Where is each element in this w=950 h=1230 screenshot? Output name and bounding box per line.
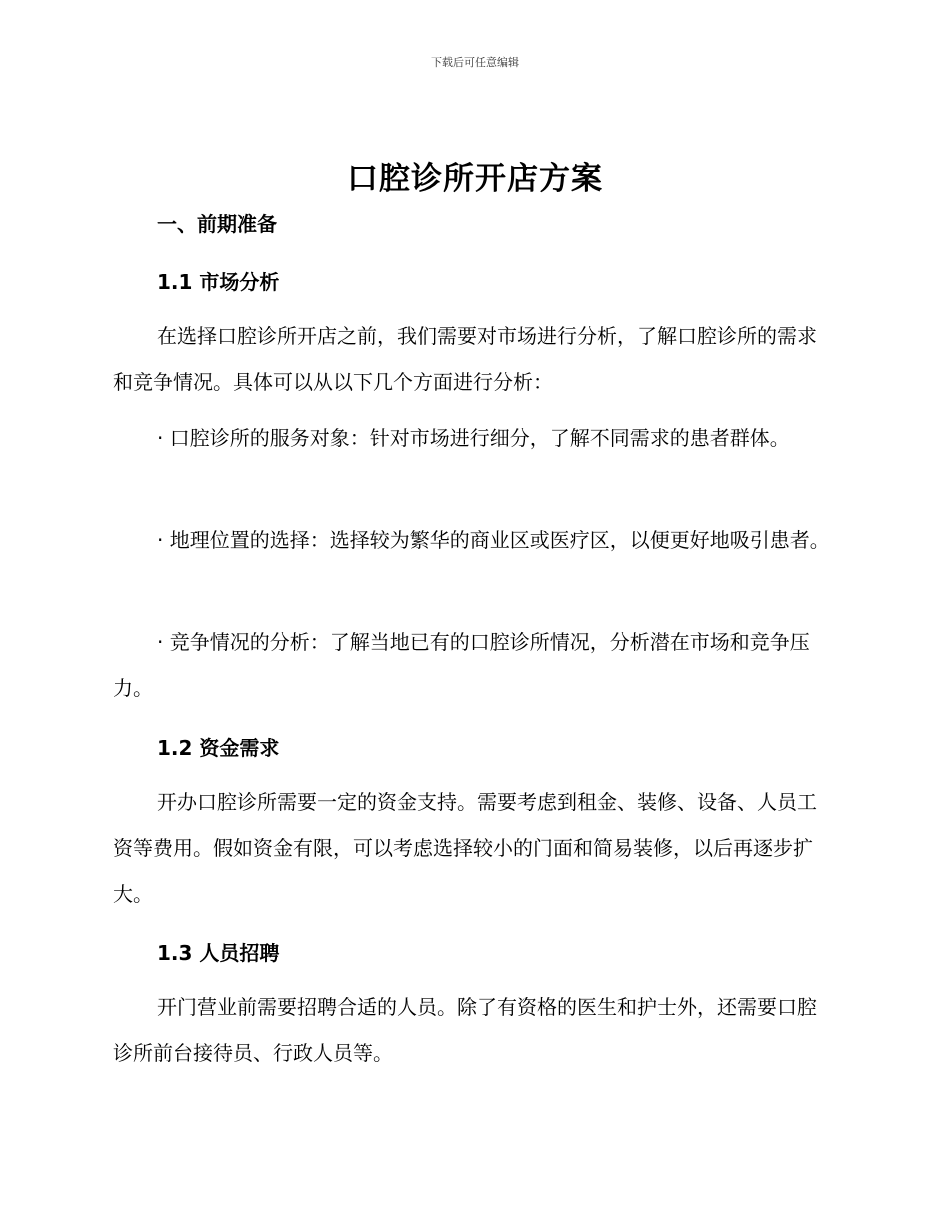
document-title: 口腔诊所开店方案 bbox=[347, 161, 603, 197]
subsection-heading-market: 1.1 市场分析 bbox=[157, 270, 280, 294]
market-bullet-target: · 口腔诊所的服务对象：针对市场进行细分，了解不同需求的患者群体。 bbox=[157, 426, 790, 450]
market-intro-paragraph: 在选择口腔诊所开店之前，我们需要对市场进行分析，了解口腔诊所的需求和竞争情况。具体可以从以下几个方面进行分析： bbox=[113, 324, 817, 394]
staffing-paragraph: 开门营业前需要招聘合适的人员。除了有资格的医生和护士外，还需要口腔诊所前台接待员、行政人员等。 bbox=[113, 995, 817, 1065]
section-heading-prep: 一、前期准备 bbox=[157, 212, 277, 236]
funding-paragraph: 开办口腔诊所需要一定的资金支持。需要考虑到租金、装修、设备、人员工资等费用。假如资金有限，可以考虑选择较小的门面和简易装修，以后再逐步扩大。 bbox=[113, 790, 817, 906]
subsection-heading-staffing: 1.3 人员招聘 bbox=[157, 941, 280, 965]
market-bullet-location: · 地理位置的选择：选择较为繁华的商业区或医疗区，以便更好地吸引患者。 bbox=[157, 528, 830, 552]
subsection-heading-funding: 1.2 资金需求 bbox=[157, 736, 280, 760]
market-bullet-competition: · 竞争情况的分析：了解当地已有的口腔诊所情况，分析潜在市场和竞争压力。 bbox=[113, 630, 810, 700]
header-note: 下载后可任意编辑 bbox=[431, 56, 519, 69]
